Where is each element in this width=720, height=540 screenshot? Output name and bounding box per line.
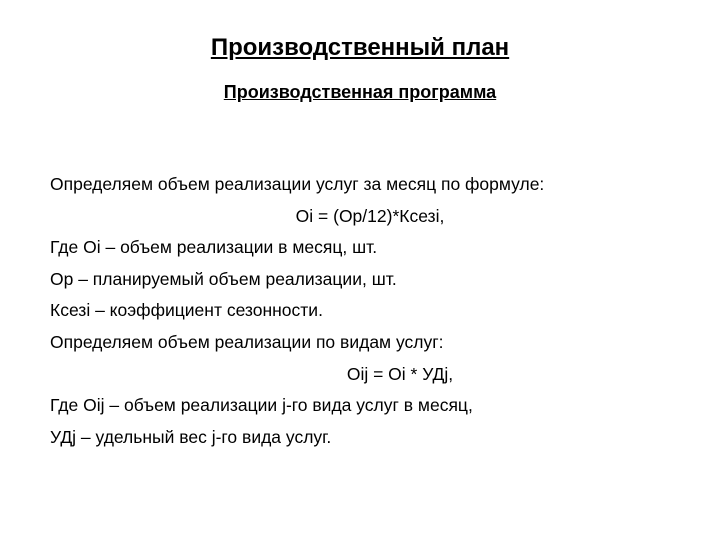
formula-oi: Oi = (Op/12)*Ксезi, <box>295 205 445 226</box>
text-line-oi-definition: Где Oi – объем реализации в месяц, шт. <box>50 237 378 258</box>
text-line-by-service-type: Определяем объем реализации по видам услуг: <box>50 331 444 352</box>
page-title: Производственный план <box>210 34 510 61</box>
text-line-intro: Определяем объем реализации услуг за месяц по формуле: <box>50 174 545 194</box>
formula-oij: Oij = Oi * УДj, <box>346 363 454 384</box>
text-line-ksez-definition: Ксезi – коэффициент сезонности. <box>50 300 323 321</box>
text-line-op-definition: Op – планируемый объем реализации, шт. <box>50 268 397 289</box>
body-text <box>50 169 690 453</box>
text-line-udj-definition: УДj – удельный вес j-го вида услуг. <box>50 426 332 447</box>
text-line-oij-definition: Где Oij – объем реализации j-го вида услуг в месяц, <box>50 395 473 416</box>
page-subtitle: Производственная программа <box>223 82 497 102</box>
